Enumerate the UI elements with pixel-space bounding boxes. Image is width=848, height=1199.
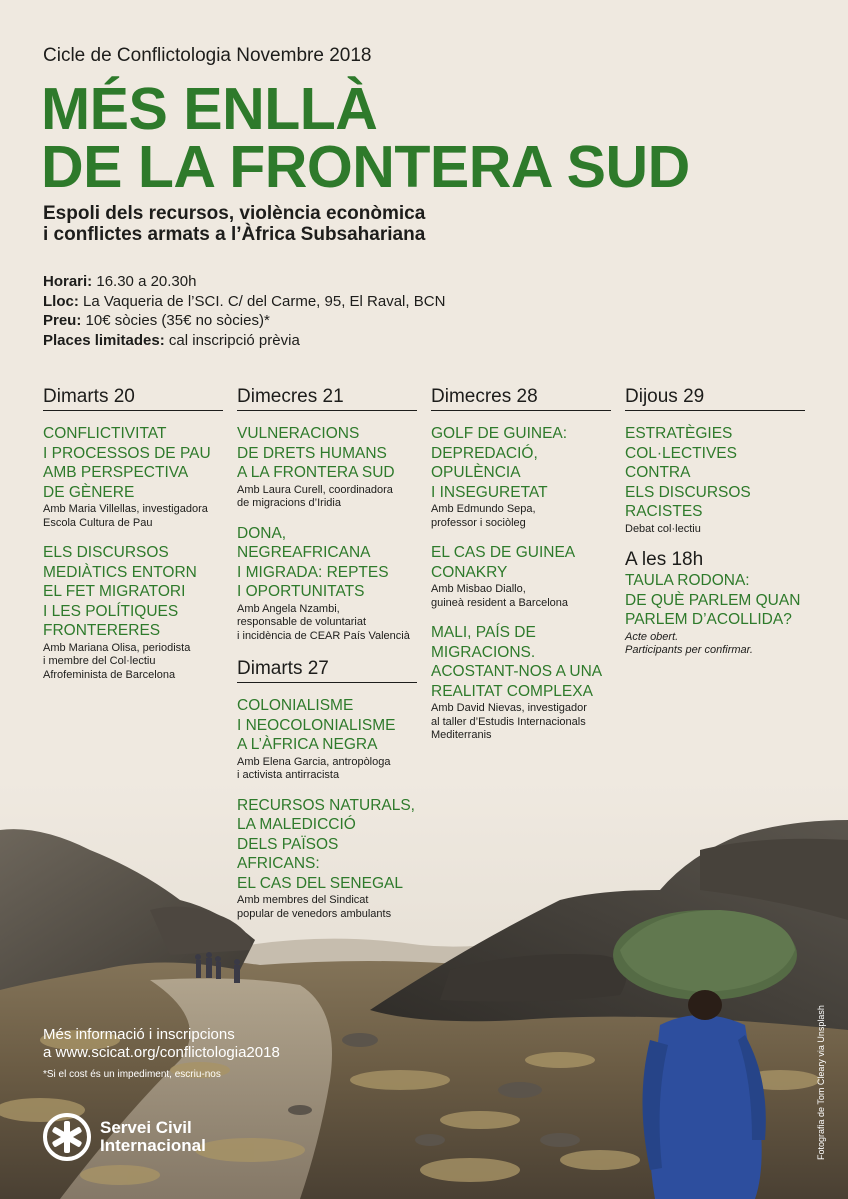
session-speaker: Amb Angela Nzambi, responsable de voluntariat i incidència de CEAR País Valencià [237,602,410,642]
title-line-1: MÉS ENLLÀ [41,76,378,142]
session-title: TAULA RODONA: DE QUÈ PARLEM QUAN PARLEM D’ACOLLIDA? [625,572,801,628]
cycle-kicker: Cicle de Conflictologia Novembre 2018 [43,45,372,66]
session [625,571,805,658]
session-title: ESTRATÈGIES COL·LECTIVES CONTRA ELS DISCURSOS RACISTES [625,425,751,520]
day-heading: Dijous 29 [625,385,805,411]
price-row: Preu: 10€ sòcies (35€ no sòcies)* [43,312,270,329]
day-heading: Dimecres 21 [237,385,417,411]
session-title: EL CAS DE GUINEA CONAKRY [431,544,576,581]
session [237,796,417,922]
session [431,543,611,610]
session-title: CONFLICTIVITAT I PROCESSOS DE PAU AMB PERSPECTIVA DE GÈNERE [43,425,211,501]
limited-row: Places limitades: cal inscripció prèvia [43,331,300,349]
place-row: Lloc: La Vaqueria de l’SCI. C/ del Carme, 95, El Raval, BCN [43,292,446,310]
schedule-column-1 [43,385,223,695]
session [431,623,611,743]
session-title: RECURSOS NATURALS, LA MALEDICCIÓ DELS PAÏSOS AFRICANS: EL CAS DEL SENEGAL [237,796,415,892]
session-speaker: Amb David Nievas, investigador al taller d’Estudis Internacionals Mediterranis [431,702,587,741]
day-heading: Dimecres 28 [431,385,611,411]
photo-credit: Fotografia de Tom Cleary via Unsplash [816,1005,826,1160]
more-info-link[interactable]: a www.scicat.org/conflictologia2018 [43,1044,280,1061]
session [237,524,417,644]
session-speaker: Amb Edmundo Sepa, professor i sociòleg [431,503,536,529]
session [625,424,805,536]
session-speaker: Amb Mariana Olisa, periodista i membre del Col·lectiu Afrofeminista de Barcelona [43,641,191,681]
schedule-column-2 [237,385,417,934]
title-line-2: DE LA FRONTERA SUD [41,134,690,200]
schedule-column-3 [431,385,611,756]
session-speaker: Debat col·lectiu [625,522,701,535]
session [43,543,223,682]
session-title: MALI, PAÍS DE MIGRACIONS. ACOSTANT-NOS A UNA REALITAT COMPLEXA [431,624,603,700]
session-speaker: Amb Laura Curell, coordinadora de migracions d’Iridia [237,483,393,509]
poster-title [41,76,690,200]
session-title: ELS DISCURSOS MEDIÀTICS ENTORN EL FET MIGRATORI I LES POLÍTIQUES FRONTERERES [43,544,197,639]
session [431,424,611,530]
session-title: GOLF DE GUINEA: DEPREDACIÓ, OPULÈNCIA I INSEGURETAT [431,425,568,501]
event-info [43,272,445,350]
sci-logo [42,1112,206,1162]
day-heading: Dimarts 27 [237,657,417,683]
session-time: A les 18h [625,549,704,570]
session-title: DONA, NEGREAFRICANA I MIGRADA: REPTES I OPORTUNITATS [237,524,389,600]
schedule-column-4 [625,385,805,671]
session-speaker: Amb membres del Sindicat popular de venedors ambulants [237,894,392,920]
session-speaker: Amb Maria Villellas, investigadora Escola Cultura de Pau [43,503,208,529]
more-info-line-1: Més informació i inscripcions [43,1026,235,1043]
subtitle-line-1: Espoli dels recursos, violència econòmica [43,203,426,224]
schedule-row: Horari: 16.30 a 20.30h [43,273,197,290]
session [43,424,223,530]
session-speaker: Amb Elena Garcia, antropòloga i activista antirracista [237,755,391,781]
sci-logo-text: Servei Civil Internacional [100,1118,206,1155]
cost-note: *Si el cost és un impediment, escriu-nos [43,1069,221,1080]
session-speaker: Acte obert. Participants per confirmar. [625,630,753,656]
more-info [43,1026,280,1062]
day-heading: Dimarts 20 [43,385,223,411]
session-title: VULNERACIONS DE DRETS HUMANS A LA FRONTERA SUD [237,425,395,481]
sci-star-icon [42,1112,92,1162]
session [237,696,417,783]
poster-subtitle [43,203,425,245]
session [237,424,417,511]
session-speaker: Amb Misbao Diallo, guineà resident a Barcelona [431,583,568,609]
subtitle-line-2: i conflictes armats a l’Àfrica Subsahariana [43,224,426,245]
session-title: COLONIALISME I NEOCOLONIALISME A L’ÀFRICA NEGRA [237,697,396,753]
